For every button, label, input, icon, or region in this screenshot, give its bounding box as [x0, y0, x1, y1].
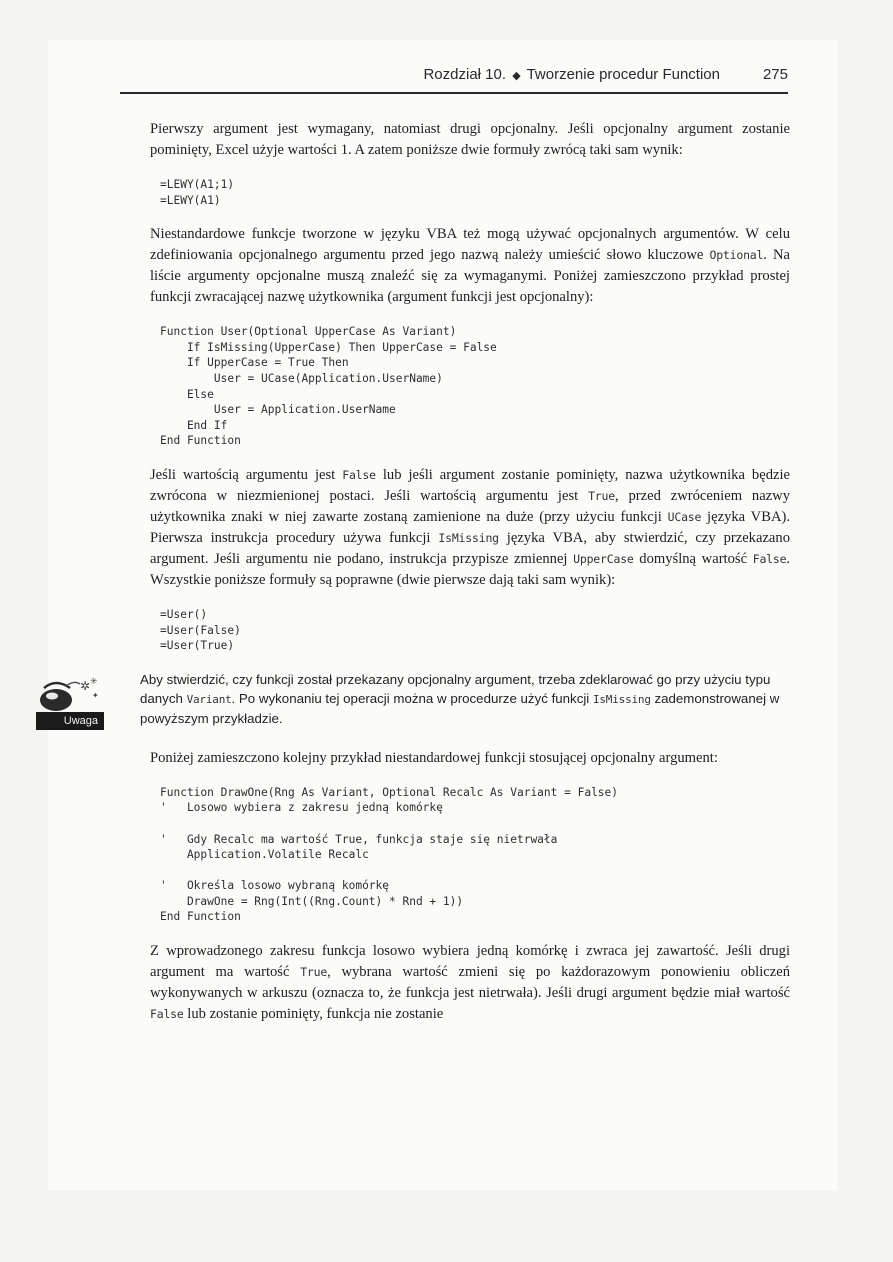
note-text-part: zademonstrowanej w powyższym przykładzie.: [140, 690, 780, 726]
inline-code: False: [150, 1007, 184, 1022]
p2-text-a: Niestandardowe funkcje tworzone w języku VBA też mogą używać opcjonalnych argumentów. W celu zdefiniowania opcjonalnego argumentu przed jego nazwą należy umieścić słowo kluczowe: [150, 226, 790, 264]
p3-text: . Wszystkie poniższe formuły są poprawne (dwie pierwsze dają taki sam wynik):: [150, 550, 790, 588]
code-block-user-function: Function User(Optional UpperCase As Variant) If IsMissing(UpperCase) Then UpperCase = False If UpperCase = True Then User = UCase(Application.UserName) Else User = Application.UserName End If End Function: [160, 325, 497, 448]
bomb-sparkle-icon: [36, 676, 104, 716]
svg-text:✳: ✳: [90, 676, 98, 687]
p2-text-b: . Na liście argumenty opcjonalne muszą znaleźć się za wymaganymi. Poniżej zamieszczono przykład prostej funkcji zwracającej nazwę użytkownika (argument funkcji jest opcjonalny):: [150, 247, 790, 306]
p5-text: Z wprowadzonego zakresu funkcja losowo wybiera jedną komórkę i zwraca jej zawartość. Jeśli drugi argument ma wartość: [150, 943, 790, 981]
note-icon: [36, 676, 104, 738]
page-number: 275: [762, 66, 788, 83]
inline-code: Variant: [186, 692, 232, 706]
inline-code: False: [752, 551, 787, 566]
note-text-part: Aby stwierdzić, czy funkcji został przekazany opcjonalny argument, trzeba zdeklarować go przy użyciu typu danych: [140, 671, 771, 706]
chapter-title: Rozdział 10.: [423, 66, 507, 83]
header-title: [423, 66, 720, 83]
p3-text: języka VBA, aby stwierdzić, czy przekazano argument. Jeśli argumentu nie podano, instrukcja przypisze zmiennej: [150, 529, 791, 567]
p3-text: Jeśli wartością argumentu jest: [150, 466, 343, 483]
code-block-drawone-function: Function DrawOne(Rng As Variant, Optional Recalc As Variant = False) ' Losowo wybiera z zakresu jedną komórkę ' Gdy Recalc ma wartość True, funkcja staje się nietrwała Application.Volatile Recalc ' Określa losowo wybraną komórkę DrawOne = Rng(Int((Rng.Count) * Rnd + 1)) End Function: [160, 785, 619, 924]
paragraph-1: Pierwszy argument jest wymagany, natomiast drugi opcjonalny. Jeśli opcjonalny argument zostanie pominięty, Excel użyje wartości 1. A zatem poniższe dwie formuły zwrócą taki sam wynik:: [150, 121, 790, 158]
p5-text: lub zostanie pominięty, funkcja nie zostanie: [183, 1006, 444, 1023]
note-text: [140, 670, 790, 728]
note-text-part: . Po wykonaniu tej operacji można w procedurze użyć funkcji: [231, 690, 593, 706]
optional-keyword: Optional: [709, 248, 764, 263]
paragraph-2: [150, 224, 790, 308]
p3-text: języka VBA). Pierwsza instrukcja procedury używa funkcji: [150, 508, 790, 546]
p3-text: lub jeśli argument zostanie pominięty, nazwa użytkownika będzie zwrócona w niezmienionej postaci. Jeśli wartością argumentu jest: [150, 466, 790, 504]
p3-text: domyślną wartość: [633, 550, 753, 567]
p3-text: , przed zwróceniem nazwy użytkownika znaki w niej zawarte zostaną zamienione na duże (przy użyciu funkcji: [150, 487, 790, 525]
section-title: Tworzenie procedur Function: [526, 66, 720, 83]
inline-code: IsMissing: [438, 530, 499, 545]
inline-code: True: [300, 965, 328, 980]
note-box: [63, 670, 790, 730]
inline-code: True: [588, 488, 615, 503]
inline-code: UCase: [667, 509, 702, 524]
note-label: Uwaga: [36, 712, 104, 730]
code-block-user-formulas: =User() =User(False) =User(True): [160, 607, 241, 653]
page-content: [63, 119, 791, 1041]
svg-text:✦: ✦: [92, 690, 99, 700]
header-rule: [120, 92, 788, 94]
svg-text:✲: ✲: [80, 678, 91, 693]
diamond-separator: ◆: [512, 70, 521, 82]
p5-text: , wybrana wartość zmieni się po każdorazowym ponowieniu obliczeń wykonywanych w arkuszu (oznacza to, że funkcja jest nietrwała). Jeśli drugi argument będzie miał wartość: [150, 964, 791, 1002]
inline-code: False: [342, 467, 376, 482]
inline-code: UpperCase: [573, 551, 634, 566]
paragraph-3: [150, 465, 790, 591]
inline-code: IsMissing: [592, 692, 651, 706]
paragraph-4: Poniżej zamieszczono kolejny przykład niestandardowej funkcji stosującej opcjonalny argument:: [150, 749, 718, 766]
running-header: [120, 62, 788, 90]
code-block-left-formulas: =LEWY(A1;1) =LEWY(A1): [160, 178, 235, 207]
paragraph-5: [150, 941, 790, 1025]
